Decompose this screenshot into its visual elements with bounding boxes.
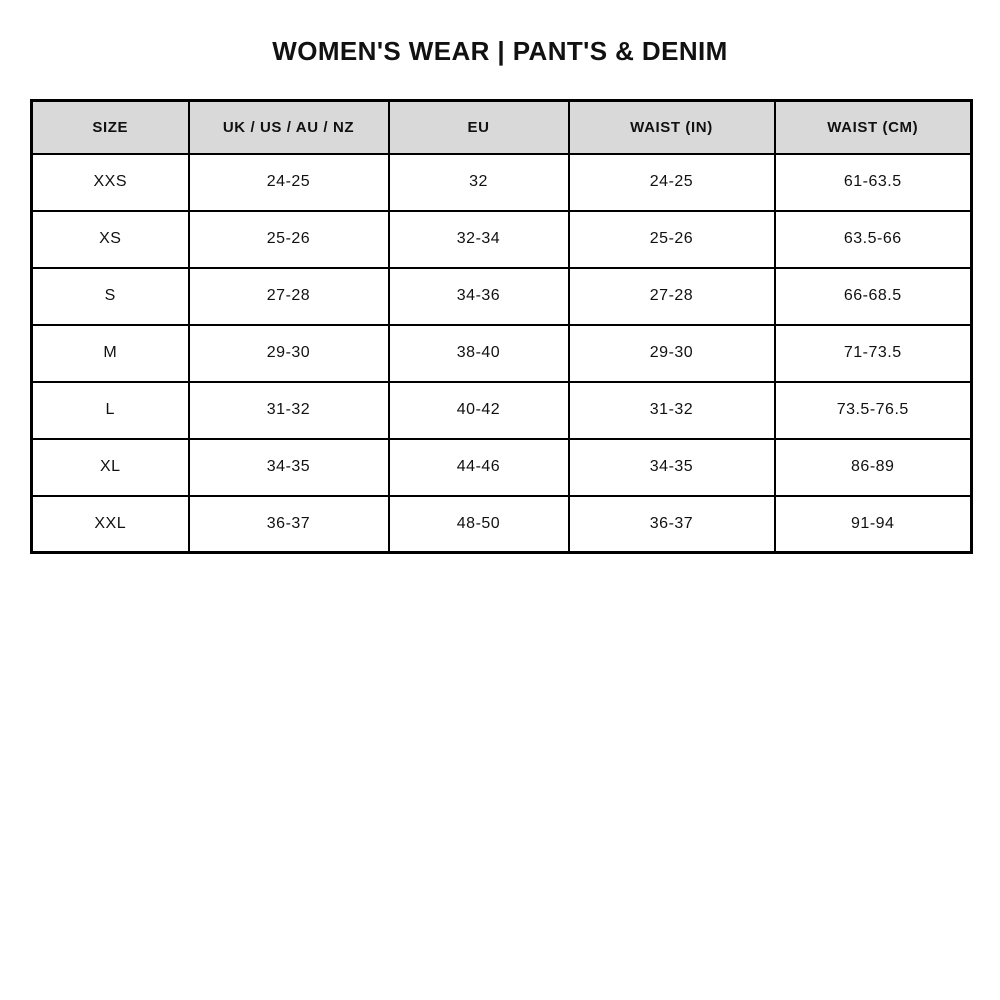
waist-cm-value: 61-63.5 — [775, 154, 972, 211]
waist-in-value: 36-37 — [569, 496, 775, 553]
size-chart-table — [30, 99, 973, 554]
waist-cm-value: 63.5-66 — [775, 211, 972, 268]
size-label: XXL — [32, 496, 189, 553]
eu-value: 32-34 — [389, 211, 569, 268]
uk-us-au-nz-value: 36-37 — [189, 496, 389, 553]
table-row-m — [32, 325, 972, 382]
waist-cm-value: 91-94 — [775, 496, 972, 553]
table-row-xs — [32, 211, 972, 268]
waist-cm-value: 66-68.5 — [775, 268, 972, 325]
uk-us-au-nz-value: 24-25 — [189, 154, 389, 211]
size-label: XS — [32, 211, 189, 268]
eu-value: 34-36 — [389, 268, 569, 325]
uk-us-au-nz-value: 31-32 — [189, 382, 389, 439]
eu-value: 44-46 — [389, 439, 569, 496]
uk-us-au-nz-value: 25-26 — [189, 211, 389, 268]
uk-us-au-nz-value: 34-35 — [189, 439, 389, 496]
waist-in-value: 25-26 — [569, 211, 775, 268]
table-row-xl — [32, 439, 972, 496]
waist-cm-value: 86-89 — [775, 439, 972, 496]
waist-in-value: 29-30 — [569, 325, 775, 382]
table-row-l — [32, 382, 972, 439]
waist-in-value: 31-32 — [569, 382, 775, 439]
size-label: XL — [32, 439, 189, 496]
eu-value: 40-42 — [389, 382, 569, 439]
uk-us-au-nz-value: 27-28 — [189, 268, 389, 325]
column-header-waist-in: WAIST (IN) — [569, 101, 775, 154]
eu-value: 48-50 — [389, 496, 569, 553]
size-label: S — [32, 268, 189, 325]
waist-in-value: 34-35 — [569, 439, 775, 496]
column-header-waist-cm: WAIST (CM) — [775, 101, 972, 154]
page-title: WOMEN'S WEAR | PANT'S & DENIM — [272, 36, 728, 66]
size-label: XXS — [32, 154, 189, 211]
size-label: L — [32, 382, 189, 439]
uk-us-au-nz-value: 29-30 — [189, 325, 389, 382]
size-label: M — [32, 325, 189, 382]
eu-value: 32 — [389, 154, 569, 211]
waist-in-value: 27-28 — [569, 268, 775, 325]
waist-cm-value: 73.5-76.5 — [775, 382, 972, 439]
eu-value: 38-40 — [389, 325, 569, 382]
column-header-uk-us-au-nz: UK / US / AU / NZ — [189, 101, 389, 154]
table-row-xxs — [32, 154, 972, 211]
table-row-s — [32, 268, 972, 325]
waist-in-value: 24-25 — [569, 154, 775, 211]
waist-cm-value: 71-73.5 — [775, 325, 972, 382]
table-header-row — [32, 101, 972, 154]
table-row-xxl — [32, 496, 972, 553]
column-header-size: SIZE — [32, 101, 189, 154]
column-header-eu: EU — [389, 101, 569, 154]
